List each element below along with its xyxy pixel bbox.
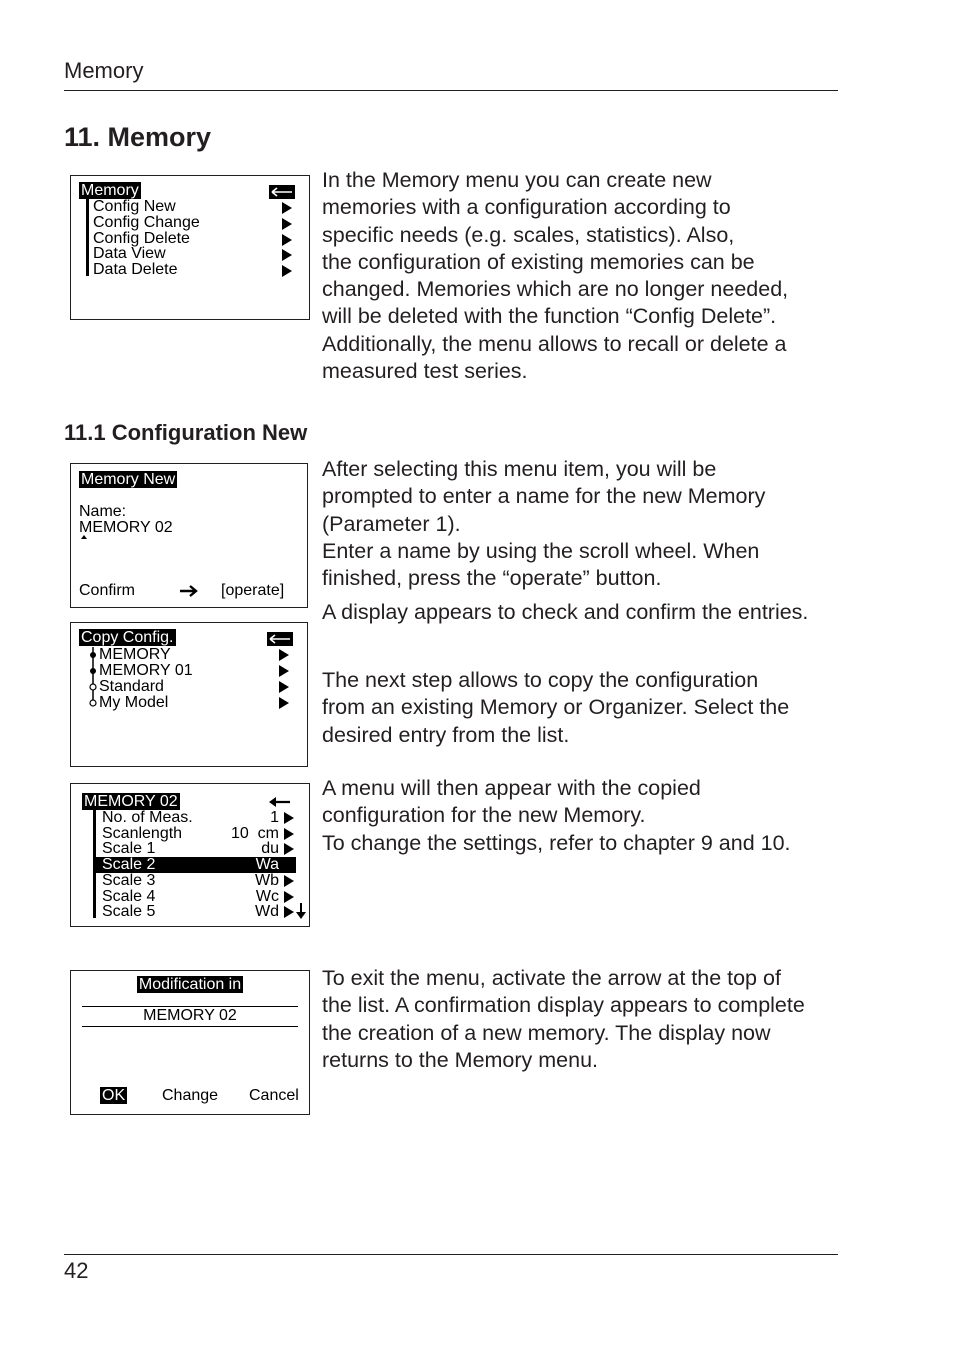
back-arrow-icon[interactable] [269,185,295,199]
back-arrow-icon[interactable] [267,795,293,809]
change-button[interactable]: Change [162,1087,219,1104]
screen-title: MEMORY 02 [84,793,178,810]
back-arrow-icon[interactable] [267,632,293,646]
copy-config-screen [70,622,308,767]
tree-nodes-icon [88,647,98,711]
arrow-right-icon [282,218,292,230]
operate-button[interactable]: [operate] [221,582,285,599]
ok-button[interactable]: OK [102,1087,126,1104]
setting-label[interactable]: Scale 4 [102,888,156,905]
memory-name: MEMORY 02 [143,1007,237,1024]
scroll-down-arrow-icon[interactable] [295,902,307,920]
list-item-memory-01[interactable]: MEMORY 01 [99,662,193,679]
arrow-right-icon [284,875,294,887]
paragraph-copied-config: A menu will then appear with the copied configuration for the new Memory. To change the settings, refer to chapter 9 and 10. [322,776,791,855]
paragraph-memory-intro: In the Memory menu you can create new memories with a configuration according to specific needs (e.g. scales, statistics). Also, the configuration of existing memories can be changed. Memories which are no longer needed, will be deleted with the function “Config Delete”. Additionally, the menu allows to recall or delete a measured test series. [322,168,789,384]
arrow-right-icon [282,202,292,214]
arrow-right-icon [284,891,294,903]
footer-rule [64,1254,838,1255]
menu-item-config-new[interactable]: Config New [93,198,176,215]
paragraph-copy-config: The next step allows to copy the configuration from an existing Memory or Organizer. Select the desired entry from the list. [322,668,790,747]
header-rule [64,90,838,91]
setting-label[interactable]: Scale 1 [102,840,156,857]
setting-value: 10 cm [230,825,279,842]
section-title: 11. Memory [64,122,212,152]
arrow-right-icon [178,583,200,599]
arrow-right-icon [282,265,292,277]
cursor-caret-icon [81,535,87,539]
menu-tree-line [86,199,89,276]
page-number: 42 [64,1258,89,1283]
arrow-right-icon [284,812,294,824]
setting-value: Wb [255,872,279,889]
modification-confirm-screen [70,970,310,1115]
setting-label[interactable]: No. of Meas. [102,809,193,826]
setting-value-selected: Wa [255,856,279,873]
list-item-standard[interactable]: Standard [99,678,164,695]
setting-value: du [261,840,279,857]
arrow-right-icon [284,843,294,855]
memory-settings-screen [70,783,310,927]
setting-value: 1 [270,809,279,826]
paragraph-config-new: After selecting this menu item, you will be prompted to enter a name for the new Memory (Parameter 1). Enter a name by using the scroll wheel. When finished, press the “operate” button. [322,457,766,591]
arrow-right-icon [279,649,289,661]
menu-item-config-change[interactable]: Config Change [93,214,200,231]
running-header: Memory [64,58,144,83]
paragraph-confirm-display: A display appears to check and confirm the entries. [322,600,809,624]
divider [82,1026,298,1027]
menu-item-config-delete[interactable]: Config Delete [93,230,190,247]
arrow-right-icon [279,665,289,677]
setting-label[interactable]: Scale 3 [102,872,156,889]
list-item-memory[interactable]: MEMORY [99,646,171,663]
name-input[interactable]: MEMORY 02 [79,519,173,536]
screen-title: Copy Config. [81,629,174,646]
setting-value: Wd [255,903,279,920]
setting-label[interactable]: Scanlength [102,825,183,842]
arrow-right-icon [282,249,292,261]
arrow-right-icon [279,681,289,693]
memory-new-screen [70,463,308,608]
arrow-right-icon [282,234,292,246]
setting-label[interactable]: Scale 5 [102,903,156,920]
menu-item-data-view[interactable]: Data View [93,245,166,262]
name-label: Name: [79,503,127,520]
setting-label-selected[interactable]: Scale 2 [102,856,156,873]
arrow-right-icon [284,906,294,918]
arrow-right-icon [279,697,289,709]
paragraph-exit-menu: To exit the menu, activate the arrow at the top of the list. A confirmation display appears to complete the creation of a new memory. The display now returns to the Memory menu. [322,966,805,1072]
menu-item-data-delete[interactable]: Data Delete [93,261,178,278]
screen-title: Memory New [81,471,176,488]
memory-menu-screen [70,175,310,320]
confirm-label: Confirm [79,582,136,599]
arrow-right-icon [284,859,294,871]
list-item-my-model[interactable]: My Model [99,694,169,711]
arrow-right-icon [284,828,294,840]
screen-title: Memory [81,182,139,199]
subsection-title: 11.1 Configuration New [64,420,308,445]
cancel-button[interactable]: Cancel [249,1087,299,1104]
screen-title: Modification in [138,976,242,993]
setting-value: Wc [255,888,279,905]
